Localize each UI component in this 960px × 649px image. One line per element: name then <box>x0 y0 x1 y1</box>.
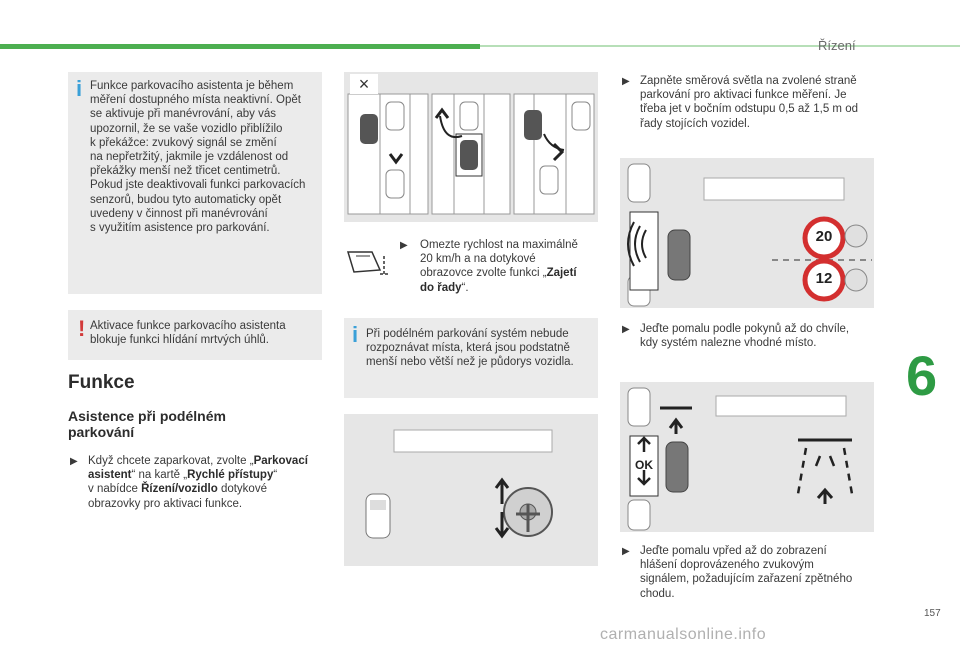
header-accent-bar <box>0 44 480 49</box>
ok-label: OK <box>635 458 653 472</box>
bullet-marker: ▶ <box>622 324 630 335</box>
drive-forward-instruction: Jeďte pomalu vpřed až do zobrazení hlášení doprovázeného zvukovým signálem, požadujícím zařazení zpětného chodu. <box>640 545 853 600</box>
warning-icon: ! <box>78 316 86 341</box>
speed-sign-20: 20 <box>815 228 833 245</box>
parking-modes-drawing <box>344 72 598 222</box>
info-text: Při podélném parkování systém nebude rozpoznávat místa, která jsou podstatně menší nebo větší než je půdorys vozidla. <box>366 328 574 369</box>
bullet-marker: ▶ <box>70 456 78 467</box>
warning-text: Aktivace funkce parkovacího asistenta blokuje funkci hlídání mrtvých úhlů. <box>90 320 286 347</box>
chapter-number: 6 <box>906 344 938 407</box>
subheading-parallel-parking: Asistence při podélném parkování <box>68 408 226 440</box>
speed-instruction-text: Omezte rychlost na maximálně 20 km/h a na dotykové obrazovce zvolte funkci „Zajetí do řady“. <box>420 239 578 294</box>
page-number: 157 <box>924 608 941 619</box>
header-accent-line <box>480 45 960 47</box>
bullet-marker: ▶ <box>622 76 630 87</box>
bullet-text-activation: Když chcete zaparkovat, zvolte „Parkovací asistent“ na kartě „Rychlé přístupy“ v nabídce Řízení/vozidlo dotykové obrazovky pro aktivaci funkce. <box>88 455 308 510</box>
bullet-marker: ▶ <box>622 546 630 557</box>
watermark: carmanualsonline.info <box>600 626 767 643</box>
illustration-speed-signs <box>620 158 874 308</box>
info-icon: i <box>352 322 359 347</box>
info-box-space-detection <box>344 318 598 398</box>
car-key-icon <box>344 244 394 278</box>
section-title: Řízení <box>818 38 856 53</box>
warning-box-blind-spot <box>68 310 322 360</box>
illustration-parking-modes <box>344 72 598 222</box>
info-text: Funkce parkovacího asistenta je během měření dostupného místa neaktivní. Opět se aktivuje při manévrování, aby vás upozornil, že se vaše vozidlo přiblížilo k překážce: zvukový signál se změní na nepřetržitý, jakmile je vzdálenost od překážky menší než třicet centimetrů. Pokud jste deaktivovali funkci parkovacích senzorů, budou tyto automaticky opět uvedeny v činnost při manévrování s využitím asistence pro parkování. <box>90 80 306 235</box>
drive-slowly-instruction: Jeďte pomalu podle pokynů až do chvíle, kdy systém nalezne vhodné místo. <box>640 323 850 350</box>
info-box-parking-assist <box>68 72 322 294</box>
bullet-marker: ▶ <box>400 240 408 251</box>
illustration-ok-position <box>620 382 874 532</box>
close-icon: × <box>350 74 378 94</box>
illustration-steering <box>344 414 598 566</box>
speed-sign-12: 12 <box>815 270 833 287</box>
info-icon: i <box>76 76 83 101</box>
turn-signal-instruction: Zapněte směrová světla na zvolené straně parkování pro aktivaci funkce měření. Je třeba jet v bočním odstupu 0,5 až 1,5 m od řady stojících vozidel. <box>640 75 858 130</box>
heading-funkce: Funkce <box>68 372 135 393</box>
